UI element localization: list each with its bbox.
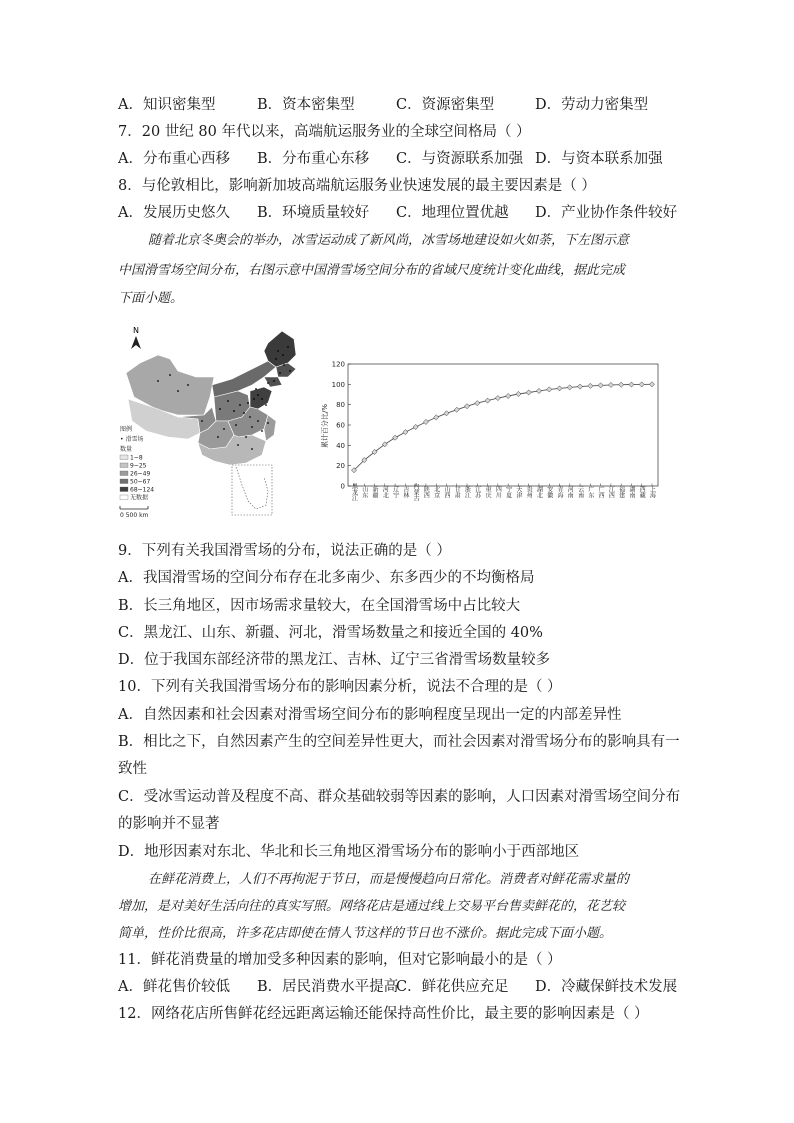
svg-text:1~8: 1~8 <box>130 454 143 462</box>
data-point-湖南 <box>629 382 634 387</box>
ski-resort-map <box>118 325 308 520</box>
q10-stem: 10．下列有关我国滑雪场分布的影响因素分析，说法不合理的是（ ） <box>118 679 562 695</box>
x-tick-label: 天津 <box>514 486 522 498</box>
q9-option-a: A．我国滑雪场的空间分布存在北多南少、东多西少的不均衡格局 <box>118 570 535 586</box>
province-heilongjiang <box>264 331 296 367</box>
data-point-宁夏 <box>506 393 511 398</box>
q6-option-c: C．资源密集型 <box>396 97 495 113</box>
q9-option-d: D．位于我国东部经济带的黑龙江、吉林、辽宁三省滑雪场数量较多 <box>118 652 551 668</box>
province-hebei-shandong <box>250 387 272 409</box>
x-tick-label: 西藏 <box>638 486 646 498</box>
x-tick-label: 广东 <box>586 486 594 498</box>
x-tick-label: 浙江 <box>463 486 471 498</box>
x-tick-label: 河北 <box>381 486 389 498</box>
x-tick-label: 甘肃 <box>453 486 461 498</box>
svg-text:无数据: 无数据 <box>130 494 149 502</box>
x-tick-label: 辽宁 <box>391 486 399 498</box>
x-tick-label: 贵州 <box>525 486 533 498</box>
x-tick-label: 安徽 <box>545 486 553 498</box>
china-provinces <box>126 331 296 465</box>
q11-option-a: A．鲜花售价较低 <box>118 979 230 995</box>
north-arrow <box>131 326 141 349</box>
data-point-湖北 <box>536 388 541 393</box>
data-point-西藏 <box>639 382 644 387</box>
x-tick-label: 湖北 <box>535 486 543 498</box>
map-legend <box>120 425 154 519</box>
x-tick-label: 广西 <box>597 486 605 498</box>
province-liaoning <box>264 377 282 387</box>
q8-option-b: B．环境质量较好 <box>257 205 370 221</box>
chart-frame <box>348 364 658 486</box>
q10-option-b-cont: 致性 <box>118 761 147 777</box>
q7-option-b: B．分布重心东移 <box>257 151 370 167</box>
x-tick-label: 陕西 <box>422 486 430 498</box>
x-tick-label: 云南 <box>576 486 584 498</box>
passage-ski-line-1: 随着北京冬奥会的举办，冰雪运动成了新风尚，冰雪场地建设如火如荼，下左图示意 <box>148 233 630 248</box>
q11-option-b: B．居民消费水平提高 <box>257 979 399 995</box>
x-tick-label: 河南 <box>566 486 574 498</box>
q6-option-d: D．劳动力密集型 <box>535 97 649 113</box>
svg-text:26~49: 26~49 <box>130 470 151 478</box>
x-tick-label: 山西 <box>442 486 450 498</box>
chart-series-points <box>351 382 654 473</box>
data-point-北京 <box>434 415 439 420</box>
passage-ski-line-3: 下面小题。 <box>118 291 184 306</box>
x-tick-label: 内蒙古 <box>412 483 420 501</box>
q8-option-a: A．发展历史悠久 <box>118 205 230 221</box>
q11-option-d: D．冷藏保鲜技术发展 <box>535 979 678 995</box>
data-point-江苏 <box>475 401 480 406</box>
x-tick-label: 湖南 <box>627 486 635 498</box>
data-point-吉林 <box>403 430 408 435</box>
y-tick-label: 60 <box>336 421 345 430</box>
x-tick-label: 山东 <box>360 486 368 498</box>
data-point-安徽 <box>547 387 552 392</box>
x-tick-label: 青海 <box>556 486 564 498</box>
data-point-重庆 <box>485 398 490 403</box>
data-point-河南 <box>567 385 572 390</box>
svg-text:9~25: 9~25 <box>130 462 147 470</box>
x-tick-label: 上海 <box>648 486 656 498</box>
q12-stem: 12．网络花店所售鲜花经远距离运输还能保持高性价比，最主要的影响因素是（ ） <box>118 1006 649 1022</box>
q9-option-b: B．长三角地区，因市场需求量较大，在全国滑雪场中占比较大 <box>118 598 521 614</box>
q8-option-c: C．地理位置优越 <box>396 205 509 221</box>
x-tick-label: 江西 <box>607 486 615 498</box>
data-point-天津 <box>516 391 521 396</box>
passage-flowers-line-2: 增加，是对美好生活向往的真实写照。网络花店是通过线上交易平台售卖鲜花的，花艺较 <box>118 899 626 914</box>
map-scale: 0 500 km <box>120 512 149 519</box>
q7-stem: 7．20 世纪 80 年代以来，高端航运服务业的全球空间格局（ ） <box>118 124 531 140</box>
data-point-云南 <box>577 384 582 389</box>
data-point-四川 <box>495 395 500 400</box>
q9-stem: 9．下列有关我国滑雪场的分布，说法正确的是（ ） <box>118 543 451 559</box>
y-tick-label: 120 <box>331 360 345 369</box>
x-tick-label: 新疆 <box>371 486 379 498</box>
x-tick-label: 江苏 <box>473 486 481 498</box>
legend-title: 图例 <box>120 426 133 433</box>
svg-text:50~67: 50~67 <box>130 478 151 486</box>
data-point-陕西 <box>423 419 428 424</box>
data-point-内蒙古 <box>413 424 418 429</box>
passage-flowers-line-1: 在鲜花消费上，人们不再拘泥于节日，而是慢慢趋向日常化。消费者对鲜花需求量的 <box>148 872 630 887</box>
x-tick-label: 福建 <box>617 486 625 498</box>
q7-option-a: A．分布重心西移 <box>118 151 230 167</box>
x-tick-label: 黑龙江 <box>350 483 358 501</box>
y-tick-label: 100 <box>331 380 345 389</box>
chart-y-label: 累计百分比/% <box>321 403 329 449</box>
x-tick-label: 吉林 <box>401 486 409 498</box>
south-sea-inset <box>232 465 272 515</box>
q10-option-b: B．相比之下，自然因素产生的空间差异性更大，而社会因素对滑雪场分布的影响具有一 <box>118 734 680 750</box>
x-tick-label: 北京 <box>432 486 440 498</box>
chart-axes <box>348 364 658 486</box>
q8-stem: 8．与伦敦相比，影响新加坡高端航运服务业快速发展的最主要因素是（ ） <box>118 178 596 194</box>
cumulative-chart <box>318 358 664 538</box>
passage-ski-line-2: 中国滑雪场空间分布，右图示意中国滑雪场空间分布的省域尺度统计变化曲线，据此完成 <box>118 263 626 278</box>
data-point-辽宁 <box>393 435 398 440</box>
data-point-广西 <box>598 383 603 388</box>
data-point-山西 <box>444 411 449 416</box>
svg-text:68~124: 68~124 <box>130 486 155 494</box>
q11-stem: 11．鲜花消费量的增加受多种因素的影响，但对它影响最小的是（ ） <box>118 952 562 968</box>
legend-count: 数量 <box>120 446 133 453</box>
y-tick-label: 20 <box>336 462 345 471</box>
data-point-贵州 <box>526 390 531 395</box>
q8-option-d: D．产业协作条件较好 <box>535 205 678 221</box>
q10-option-c: C．受冰雪运动普及程度不高、群众基础较弱等因素的影响，人口因素对滑雪场空间分布 <box>118 789 681 805</box>
data-point-青海 <box>557 386 562 391</box>
y-tick-label: 0 <box>340 482 345 491</box>
chart-series-line <box>354 384 652 470</box>
q10-option-c-cont: 的影响并不显著 <box>118 816 220 832</box>
passage-flowers-line-3: 简单，性价比很高，许多花店即使在情人节这样的节日也不涨价。据此完成下面小题。 <box>118 926 613 941</box>
q7-option-d: D．与资本联系加强 <box>535 151 663 167</box>
q9-option-c: C．黑龙江、山东、新疆、河北，滑雪场数量之和接近全国的 40% <box>118 625 543 641</box>
data-point-广东 <box>588 383 593 388</box>
q7-option-c: C．与资源联系加强 <box>396 151 524 167</box>
q10-option-d: D．地形因素对东北、华北和长三角地区滑雪场分布的影响小于西部地区 <box>118 844 580 860</box>
data-point-上海 <box>649 382 654 387</box>
data-point-甘肃 <box>454 407 459 412</box>
q6-option-a: A．知识密集型 <box>118 97 216 113</box>
q11-option-c: C．鲜花供应充足 <box>396 979 509 995</box>
legend-point: • 滑雪场 <box>120 436 144 443</box>
y-tick-label: 80 <box>336 401 345 410</box>
q10-option-a: A．自然因素和社会因素对滑雪场空间分布的影响程度呈现出一定的内部差异性 <box>118 707 622 723</box>
q6-option-b: B．资本密集型 <box>257 97 355 113</box>
data-point-福建 <box>619 382 624 387</box>
x-tick-label: 四川 <box>494 486 502 498</box>
data-point-江西 <box>608 382 613 387</box>
data-point-浙江 <box>464 404 469 409</box>
x-tick-label: 重庆 <box>484 486 492 498</box>
y-tick-label: 40 <box>336 441 345 450</box>
chart-x-ticks <box>351 482 656 502</box>
svg-text:N: N <box>133 326 139 335</box>
x-tick-label: 宁夏 <box>504 486 512 498</box>
